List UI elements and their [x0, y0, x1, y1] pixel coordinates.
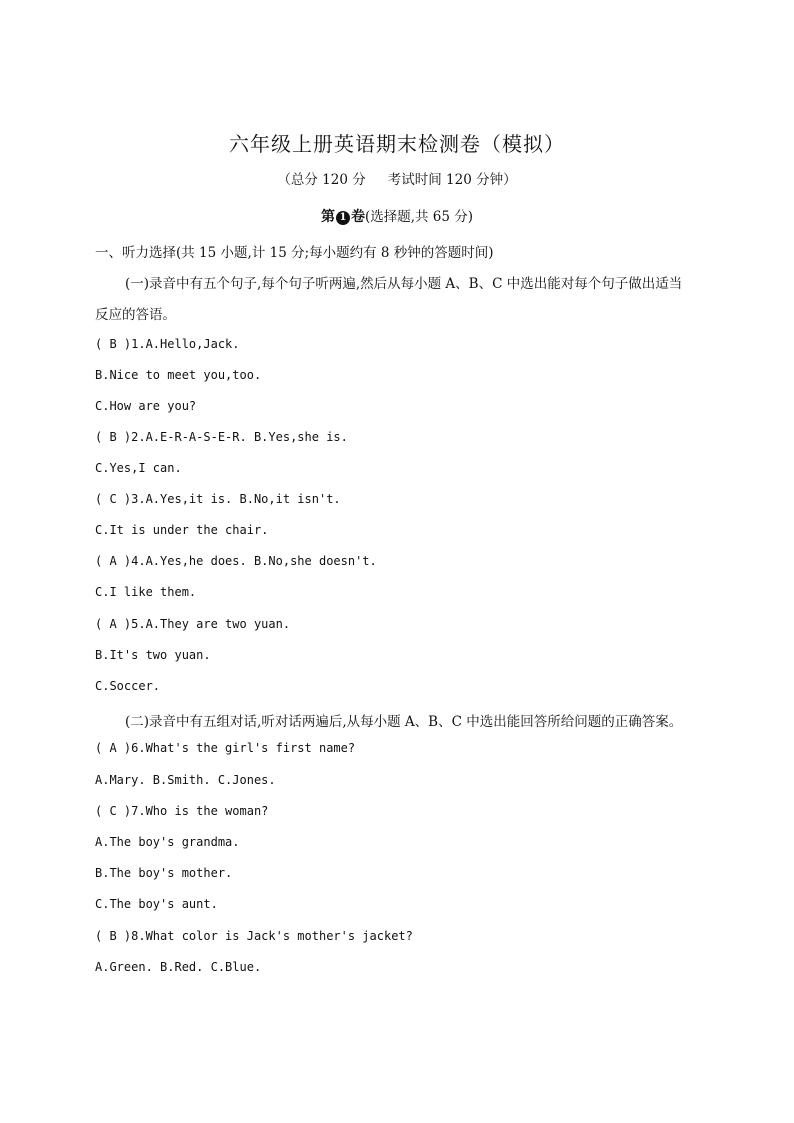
part-number: 1	[336, 211, 350, 225]
question-line: ( C )7.Who is the woman?	[95, 804, 269, 818]
exam-time: 考试时间 120 分钟）	[387, 172, 517, 188]
subsection-2-instruction: (二)录音中有五组对话,听对话两遍后,从每小题 A、B、C 中选出能回答所给问题的正确答案。	[125, 714, 683, 730]
question-line: C.It is under the chair.	[95, 523, 269, 537]
question-line: C.Yes,I can.	[95, 461, 182, 475]
question-line: C.How are you?	[95, 399, 197, 413]
question-line: ( C )3.A.Yes,it is. B.No,it isn't.	[95, 492, 341, 506]
question-line: B.It's two yuan.	[95, 648, 211, 662]
exam-info	[0, 168, 794, 188]
part-heading	[0, 205, 794, 226]
question-line: B.The boy's mother.	[95, 866, 233, 880]
section-heading: 一、听力选择(共 15 小题,计 15 分;每小题约有 8 秒钟的答题时间)	[95, 245, 494, 261]
question-line: C.I like them.	[95, 585, 197, 599]
question-line: A.The boy's grandma.	[95, 835, 240, 849]
question-line: ( B )2.A.E-R-A-S-E-R. B.Yes,she is.	[95, 430, 348, 444]
question-line: ( A )5.A.They are two yuan.	[95, 617, 291, 631]
total-score: （总分 120 分	[277, 172, 366, 188]
part-description: (选择题,共 65 分)	[364, 209, 474, 225]
question-line: ( A )6.What's the girl's first name?	[95, 741, 356, 755]
subsection-1-instruction-cont: 反应的答语。	[95, 307, 176, 323]
page-title: 六年级上册英语期末检测卷（模拟）	[229, 132, 565, 156]
question-line: ( B )1.A.Hello,Jack.	[95, 337, 240, 351]
question-line: A.Green. B.Red. C.Blue.	[95, 960, 262, 974]
question-line: A.Mary. B.Smith. C.Jones.	[95, 773, 276, 787]
subsection-1-instruction: (一)录音中有五个句子,每个句子听两遍,然后从每小题 A、B、C 中选出能对每个句子做出适当	[125, 276, 683, 292]
question-line: B.Nice to meet you,too.	[95, 368, 262, 382]
question-line: C.Soccer.	[95, 679, 161, 693]
part-prefix: 第	[320, 209, 335, 225]
question-line: C.The boy's aunt.	[95, 897, 218, 911]
question-line: ( A )4.A.Yes,he does. B.No,she doesn't.	[95, 554, 377, 568]
part-suffix: 卷	[350, 209, 365, 225]
question-line: ( B )8.What color is Jack's mother's jacket?	[95, 929, 413, 943]
